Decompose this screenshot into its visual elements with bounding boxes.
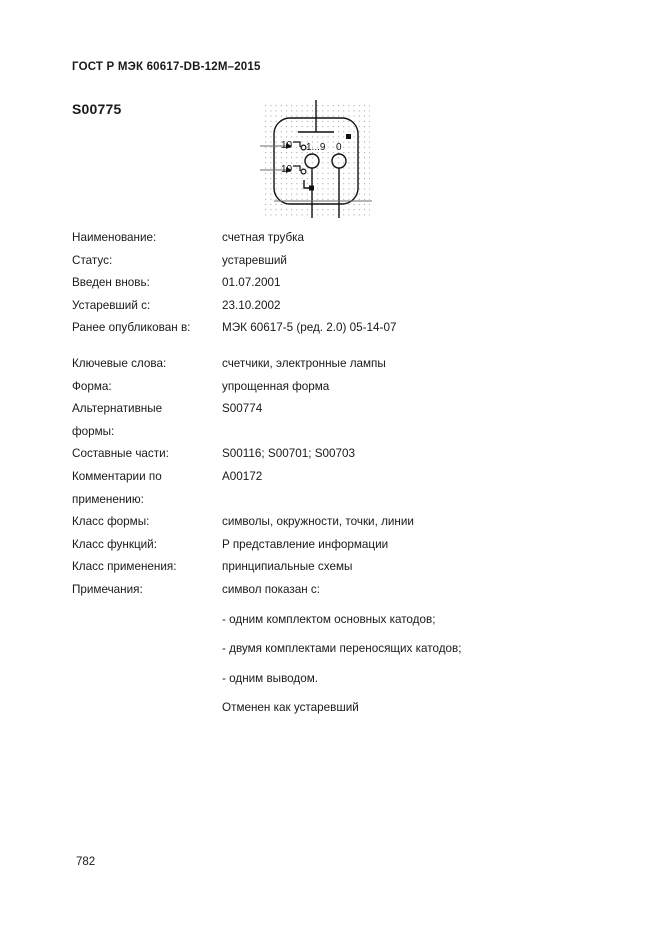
- property-label: Форма:: [72, 379, 112, 393]
- property-label: Класс функций:: [72, 537, 157, 551]
- property-value: счетная трубка: [222, 231, 305, 244]
- label-left-top: 10: [281, 140, 293, 151]
- property-label: Устаревший с:: [72, 298, 151, 312]
- property-value: устаревший: [222, 253, 287, 267]
- gas-filled-marker: [346, 134, 351, 139]
- label-cathode-zero: 0: [336, 142, 342, 153]
- property-value: принципиальные схемы: [222, 560, 353, 574]
- property-label: Класс формы:: [72, 515, 150, 529]
- property-value: 01.07.2001: [222, 276, 281, 290]
- label-left-bottom: 10: [281, 164, 293, 175]
- property-value: S00116; S00701; S00703: [222, 447, 356, 461]
- property-value: [222, 421, 592, 444]
- property-label: Введен вновь:: [72, 276, 150, 290]
- property-value: P представление информации: [222, 537, 389, 551]
- property-row: [72, 295, 592, 318]
- page-number: 782: [76, 856, 96, 868]
- note-line: Отменен как устаревший: [222, 701, 359, 715]
- property-label: Ключевые слова:: [72, 356, 167, 370]
- counting-tube-symbol: [260, 100, 372, 218]
- property-row: [72, 489, 592, 512]
- note-line: - двумя комплектами переносящих катодов;: [222, 642, 462, 656]
- property-row: [72, 421, 592, 444]
- property-value: A00172: [222, 469, 263, 483]
- property-value: упрощенная форма: [222, 379, 330, 393]
- note-line: - одним выводом.: [222, 671, 318, 685]
- property-label: Примечания:: [72, 582, 143, 596]
- property-label: Составные части:: [72, 447, 169, 461]
- property-row: [72, 466, 592, 489]
- property-row: [72, 376, 592, 399]
- property-row: [72, 534, 592, 557]
- property-label: Класс применения:: [72, 560, 177, 574]
- property-value: счетчики, электронные лампы: [222, 356, 386, 370]
- property-row: [72, 227, 592, 250]
- property-row: [72, 250, 592, 273]
- standard-header: ГОСТ Р МЭК 60617-DB-12M–2015: [72, 61, 261, 73]
- property-row: [72, 511, 592, 534]
- label-cathodes-range: 1...9: [306, 142, 326, 153]
- property-value: символ показан с:: [222, 582, 321, 596]
- property-label: Статус:: [72, 253, 113, 267]
- property-table: [72, 227, 592, 720]
- property-label: Наименование:: [72, 231, 157, 244]
- symbol-id: S00775: [72, 101, 122, 117]
- property-label: применению:: [72, 492, 144, 506]
- property-value: [222, 489, 592, 512]
- property-row: [72, 443, 592, 466]
- property-label: Ранее опубликован в:: [72, 321, 191, 335]
- property-value: символы, окружности, точки, линии: [222, 515, 414, 529]
- property-value: S00774: [222, 402, 263, 416]
- property-label: формы:: [72, 424, 115, 438]
- internal-connection-dot: [309, 186, 314, 191]
- property-row: [72, 353, 592, 376]
- property-value: 23.10.2002: [222, 298, 281, 312]
- property-row: [72, 398, 592, 421]
- property-row: [72, 317, 592, 340]
- property-row: [72, 579, 592, 602]
- property-row: [72, 272, 592, 295]
- note-line: - одним комплектом основных катодов;: [222, 612, 436, 626]
- property-row: [72, 556, 592, 579]
- property-label: Альтернативные: [72, 402, 163, 416]
- property-value: МЭК 60617-5 (ред. 2.0) 05-14-07: [222, 321, 397, 335]
- property-label: Комментарии по: [72, 469, 162, 483]
